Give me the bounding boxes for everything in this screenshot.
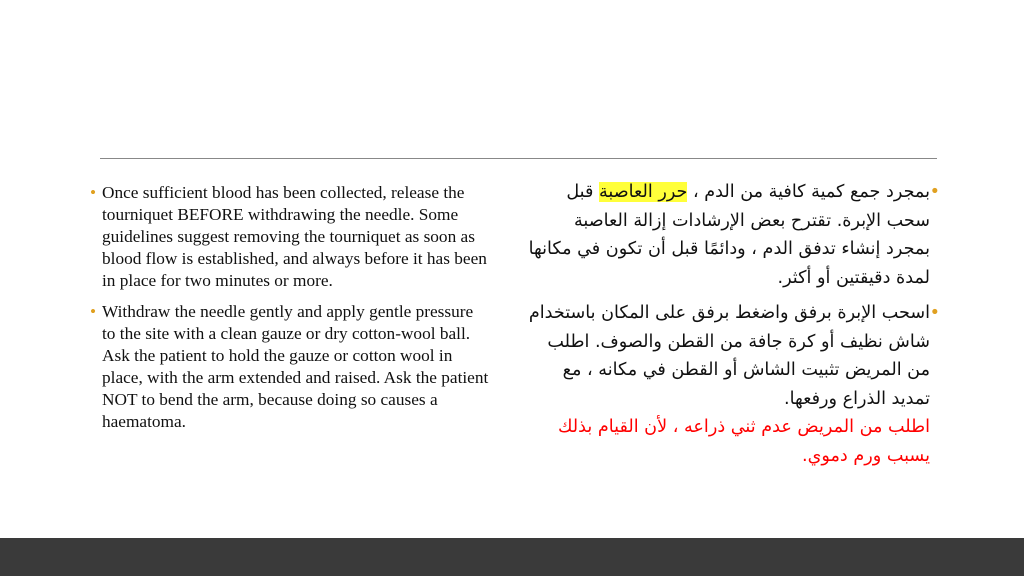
arabic-text-1-end: قبل سحب الإبرة. تقترح بعض الإرشادات إزالة العاصبة بمجرد إنشاء تدفق الدم ، ودائمًا قبل أن تكون في مكانها لمدة دقيقتين أو أكثر. xyxy=(528,182,930,288)
english-text-1: Once sufficient blood has been collected, release the tourniquet BEFORE withdrawing the needle. Some guidelines suggest removing the tourniquet as soon as blood flow is established, and always before it has been in place for two minutes or more. xyxy=(102,183,487,290)
bullet-icon: • xyxy=(929,303,940,323)
english-column xyxy=(90,182,490,442)
arabic-bullet-2 xyxy=(528,299,940,470)
bullet-icon: • xyxy=(929,182,940,202)
highlighted-phrase: حرر العاصبة xyxy=(598,182,688,202)
bullet-icon: • xyxy=(90,302,97,321)
footer-bar xyxy=(0,538,1024,576)
divider-line xyxy=(100,158,937,159)
arabic-text-1-start: بمجرد جمع كمية كافية من الدم ، xyxy=(687,182,930,202)
arabic-warning-text: اطلب من المريض عدم ثني ذراعه ، لأن القيام بذلك يسبب ورم دموي. xyxy=(557,417,930,466)
bullet-icon: • xyxy=(90,183,97,202)
arabic-bullet-1 xyxy=(528,178,940,292)
english-bullet-2 xyxy=(90,301,490,433)
english-text-2: Withdraw the needle gently and apply gentle pressure to the site with a clean gauze or dry cotton-wool ball. Ask the patient to hold the gauze or cotton wool in place, with the arm extended and raised. Ask the patient NOT to bend the arm, because doing so causes a haematoma. xyxy=(102,302,489,431)
arabic-column xyxy=(528,178,940,477)
arabic-text-2: اسحب الإبرة برفق واضغط برفق على المكان باستخدام شاش نظيف أو كرة جافة من القطن والصوف. اطلب من المريض تثبيت الشاش أو القطن في مكانه ، مع تمديد الذراع ورفعها. xyxy=(528,303,930,409)
english-bullet-1 xyxy=(90,182,490,292)
